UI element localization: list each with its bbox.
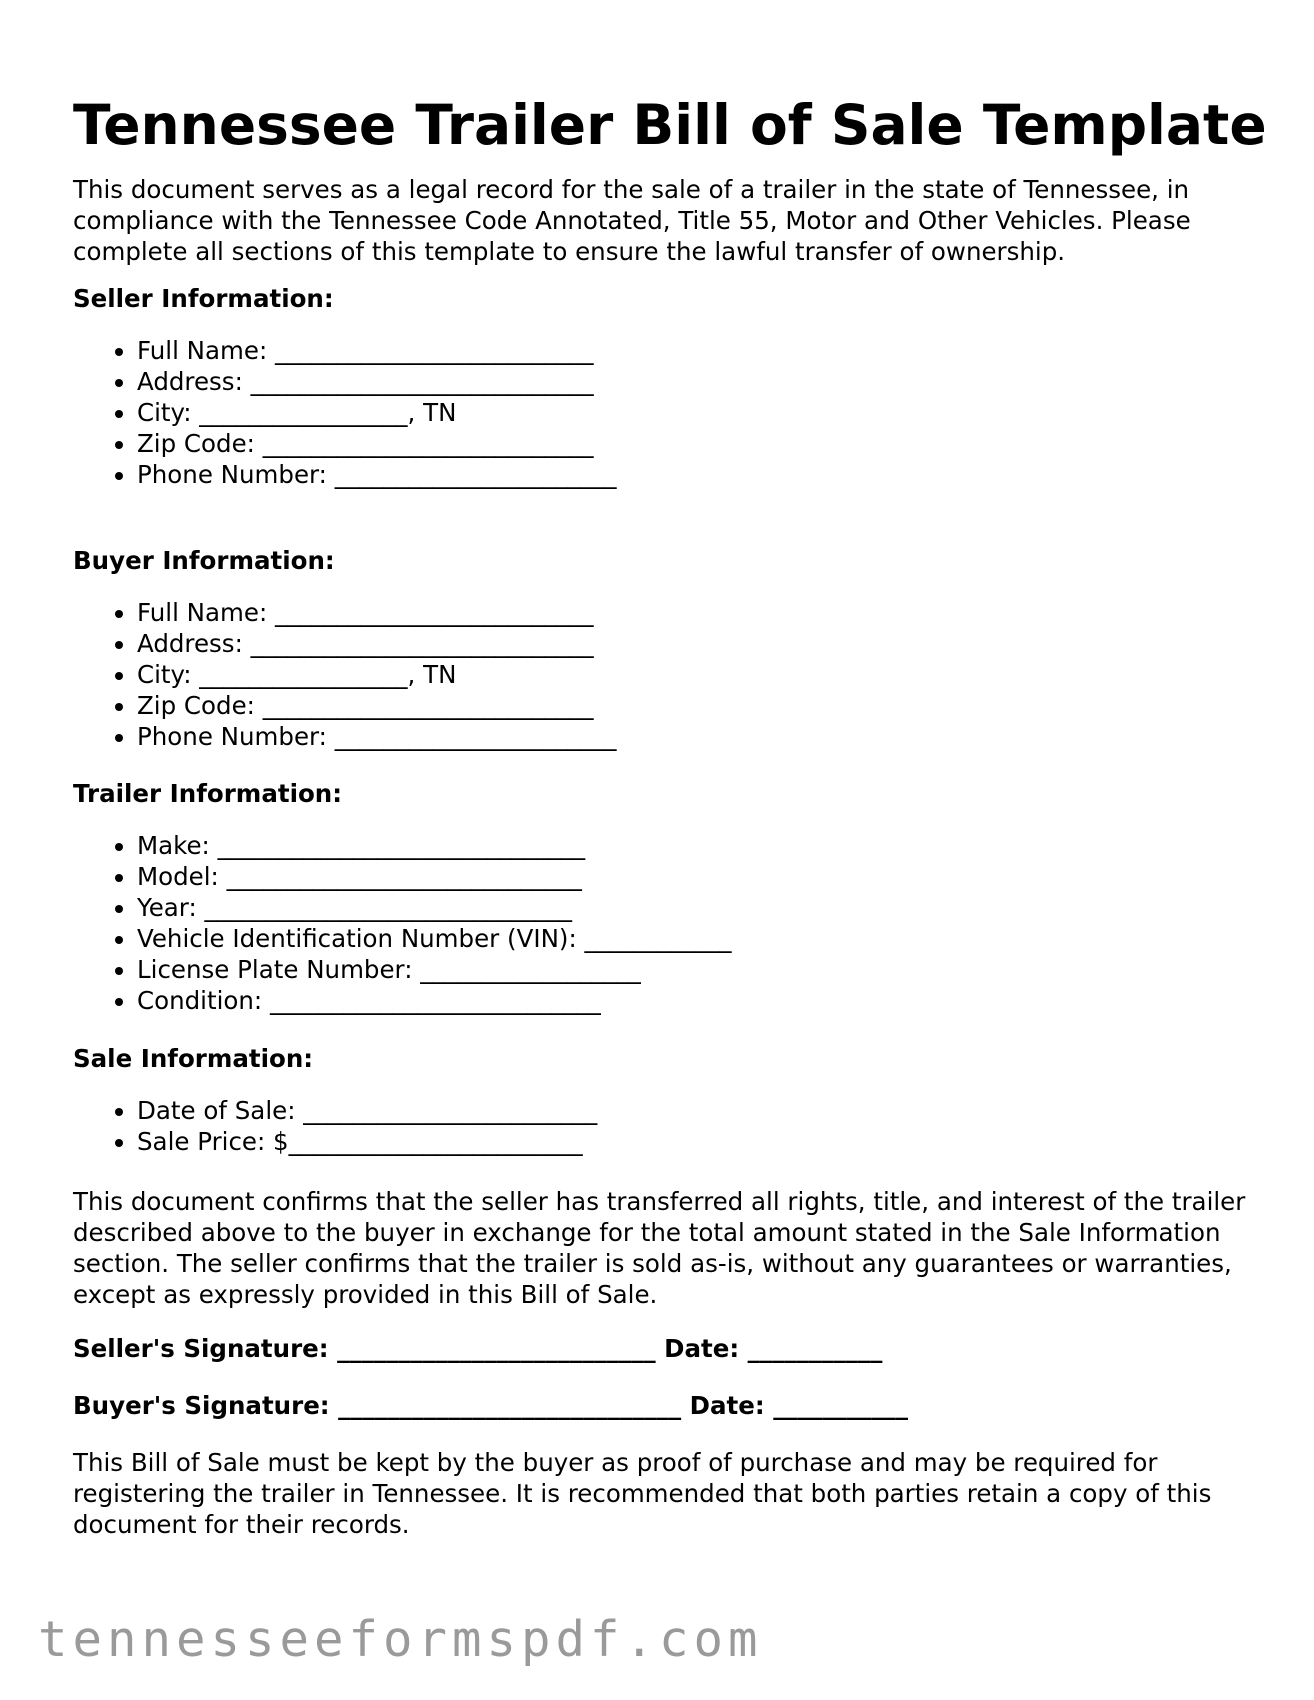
- watermark: tennesseeformspdf.com: [38, 1611, 763, 1668]
- buyer-signature-line: Buyer's Signature: ____________________________ Date: ___________: [73, 1391, 908, 1420]
- trailer-vin: • Vehicle Identification Number (VIN): ____________: [137, 923, 732, 954]
- buyer-address: • Address: ____________________________: [137, 628, 616, 659]
- trailer-heading: Trailer Information:: [73, 779, 343, 808]
- trailer-license-plate: • License Plate Number: __________________: [137, 954, 732, 985]
- seller-address: • Address: ____________________________: [137, 366, 616, 397]
- seller-heading: Seller Information:: [73, 284, 334, 313]
- seller-fields: [73, 335, 616, 490]
- buyer-heading: Buyer Information:: [73, 546, 335, 575]
- seller-city: • City: _________________, TN: [137, 397, 616, 428]
- seller-phone: • Phone Number: _______________________: [137, 459, 616, 490]
- sale-price: • Sale Price: $________________________: [137, 1126, 597, 1157]
- transfer-statement: This document confirms that the seller has transferred all rights, title, and interest of the trailer described above to the buyer in exchange for the total amount stated in the Sale Information section. The seller confirms that the trailer is sold as-is, without any guarantees or warranties, except as expressly provided in this Bill of Sale.: [73, 1187, 1246, 1309]
- seller-full-name: • Full Name: __________________________: [137, 335, 616, 366]
- sale-fields: [73, 1095, 597, 1157]
- trailer-condition: • Condition: ___________________________: [137, 985, 732, 1016]
- buyer-zip: • Zip Code: ___________________________: [137, 690, 616, 721]
- trailer-model: • Model: _____________________________: [137, 861, 732, 892]
- seller-zip: • Zip Code: ___________________________: [137, 428, 616, 459]
- buyer-full-name: • Full Name: __________________________: [137, 597, 616, 628]
- closing-paragraph: This Bill of Sale must be kept by the buyer as proof of purchase and may be required for registering the trailer in Tennessee. It is recommended that both parties retain a copy of this document for their records.: [73, 1448, 1212, 1539]
- trailer-make: • Make: ______________________________: [137, 830, 732, 861]
- page-title: Tennessee Trailer Bill of Sale Template: [73, 93, 1267, 157]
- trailer-year: • Year: ______________________________: [137, 892, 732, 923]
- buyer-phone: • Phone Number: _______________________: [137, 721, 616, 752]
- intro-paragraph: This document serves as a legal record for the sale of a trailer in the state of Tennessee, in compliance with the Tennessee Code Annotated, Title 55, Motor and Other Vehicles. Please complete all sections of this template to ensure the lawful transfer of ownership.: [73, 175, 1191, 266]
- sale-date: • Date of Sale: ________________________: [137, 1095, 597, 1126]
- buyer-city: • City: _________________, TN: [137, 659, 616, 690]
- trailer-fields: [73, 830, 732, 1016]
- buyer-fields: [73, 597, 616, 752]
- seller-signature-line: Seller's Signature: __________________________ Date: ___________: [73, 1334, 883, 1363]
- sale-heading: Sale Information:: [73, 1044, 314, 1073]
